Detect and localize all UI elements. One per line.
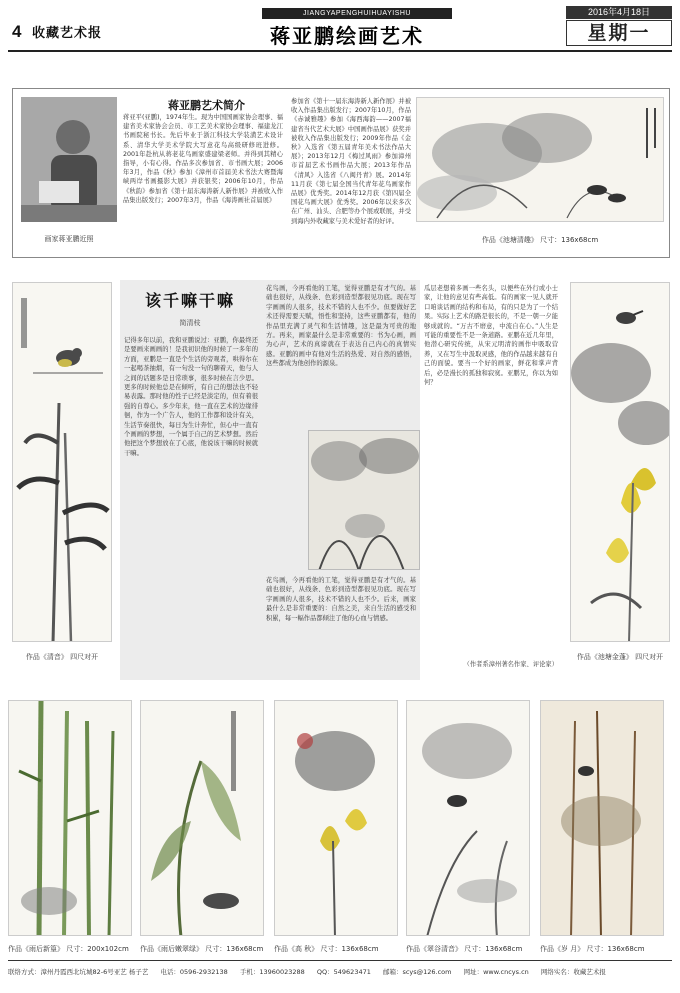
qingyin-caption: 作品《清音》 四尺对开 xyxy=(25,653,99,661)
article-column-3: 花鸟画，今再看他的工笔，觉得亚鹏是有才气的。基础也很好，从线条、色彩到造型都很见功底。现在写字画画的人很多，技术不错的人也不少。后来，画家最什么是非常重要的：自然之美，来自生活的感受和积累，每一幅作品都倾注了他的心血与情感。 xyxy=(266,577,416,622)
pond-painting-caption: 作品《池塘清趣》 尺寸：136x68cm xyxy=(481,236,599,244)
footer-phone: 电话：0596-2932138 xyxy=(160,968,228,976)
bamboo-illustration xyxy=(9,701,132,936)
after-rain-caption: 作品《雨后嫩翠绿》 尺寸：136x68cm xyxy=(140,945,264,953)
footer-email[interactable]: 邮箱：scys@126.com xyxy=(382,968,452,976)
withered-lotus-illustration xyxy=(541,701,664,936)
painting-after-rain xyxy=(140,700,264,936)
review-article xyxy=(120,280,560,680)
lotus-field-illustration xyxy=(309,431,420,570)
article-column-2: 花鸟画，今再看他的工笔，觉得亚鹏是有才气的。基础也很好，从线条、色彩到造型都很见功底。现在写字画画的人很多，技术不错的人也不少。但要做好艺术还得需要天赋，悟性和坚持，这些亚鹏都有，他的作品里充满了灵气和生活情趣，这是最为可贵的地方。再来，画家最什么是非常重要的：书为心画，画为心声，艺术的真谛就在于表达自己内心的真情实感。亚鹏的画中有他对生活的热爱、对自然的感悟，这些都成为他创作的源泉。 xyxy=(266,285,416,368)
painting-qingyin xyxy=(12,282,112,642)
lotus-kingfisher-illustration xyxy=(571,283,670,642)
article-author: 简清枝 xyxy=(179,319,201,327)
pond-painting-illustration xyxy=(417,98,664,222)
painting-pond-lotus xyxy=(570,282,670,642)
autumn-flower-illustration xyxy=(275,701,398,936)
bamboo-new-caption: 作品《雨后新篁》 尺寸：200x102cm xyxy=(8,945,129,953)
painting-high-autumn xyxy=(274,700,398,936)
painting-pond xyxy=(416,97,664,222)
footer-mobile: 手机：13960023288 xyxy=(239,968,305,976)
artist-intro-box xyxy=(12,88,670,258)
years-caption: 作品《岁 月》 尺寸：136x68cm xyxy=(540,945,645,953)
bamboo-bird-illustration xyxy=(13,283,112,642)
footer-address: 联络方式：漳州丹霞西北坑城82-6号亚艺 杨子艺 xyxy=(8,968,149,976)
painting-years xyxy=(540,700,664,936)
article-column-1: 记得多年以前，我和亚鹏说过：亚鹏，你最终还是要画来画画的！是我初识他的时候了一多年的方面，亚鹏是一直是个生活的旁观者，哄得尔在一起喝茶抽烟，有一句没一句的聊着天，他与人之间的话题多是日常琐事，很多时候在言少思。更多的时候他总是在倾听，有自己的想法也不轻易表露。那时他的性子已经是淡定的，但有着很强的自尊心。多少年来，他一直在艺术的边缘徘徊，作为一个广告人，他的工作都和设计有关，生活节奏很快，每日为生计奔忙，但心中一直有个画画的梦想，一个属于自己的艺术梦想。然后他把这个梦想放在了心底，他说该干嘛的时候就干嘛。 xyxy=(124,337,258,457)
header-divider xyxy=(8,50,672,52)
valley-bird-illustration xyxy=(407,701,530,936)
article-painting xyxy=(308,430,420,570)
bio-text-column-2: 参加省《第十一届东海涛新人新作展》并被收入作品集出版发行；2007年10月，作品《赤诚雅趣》参加《海西海韵——2007福建省当代艺术大展》中国画作品展》获奖并被收入作品集出版发行；2009年作品《金秋》入选省《第五届青年美术书法作品大展》；2013年12月《梅过风雨》参加漳州市首届艺术书画作品大展；2013年作品《清风》入选省《八闽丹青》展。2014年11月获《第七届全国当代青年花鸟画家作品展》优秀奖。2014年12月获《第四届全国花鸟画大展》优秀奖。2006年以来多次在广州、汕头、合肥等办个展或联展，并受到海内外收藏家与美术爱好者的好评。 xyxy=(291,98,411,225)
artist-photo xyxy=(21,97,117,222)
page-number: 4 xyxy=(12,22,22,41)
article-column-4: 瓜层老想着多画一些名头，以便些在外行或小士家，让他的意见有些高低。有的画家一见人就开口咱谈话画的结构和布局，有的只是为了一个结果。实际上艺术的路是很长的，不是一朝一夕能够成就的。“万古不磨意，中流自在心。”人生是可能的重要性不是一条道路。亚鹏在近几年里，他潜心研究传统，从宋元明清的画作中吸取营养，又在写生中汲取灵感，他的作品越来越有自己的面貌。要当一个好的画家，鲜花和掌声背后，必是漫长的孤独和寂寞。亚鹏兄，你以为如何？ xyxy=(424,285,558,387)
intro-title: 蒋亚鹏艺术简介 xyxy=(168,99,245,112)
footer-website[interactable]: 网址：www.cncys.cn xyxy=(463,968,529,976)
issue-date: 2016年4月18日 xyxy=(566,6,672,19)
page-title: 蒋亚鹏绘画艺术 xyxy=(270,24,424,48)
artist-photo-caption: 画家蒋亚鹏近照 xyxy=(44,235,94,243)
newspaper-name: 收藏艺术报 xyxy=(32,26,103,41)
banana-leaf-illustration xyxy=(141,701,264,936)
header-pinyin: JIANGYAPENGHUIHUAYISHU xyxy=(262,8,452,19)
article-signature: （作者系漳州著名作家、评论家） xyxy=(463,661,558,668)
footer-site-name: 网络实名：收藏艺术报 xyxy=(540,968,606,976)
high-autumn-caption: 作品《高 秋》 尺寸：136x68cm xyxy=(274,945,379,953)
contact-footer xyxy=(8,960,672,982)
painting-green-valley xyxy=(406,700,530,936)
portrait-illustration xyxy=(21,97,117,222)
article-title: 该千嘛干嘛 xyxy=(144,291,235,310)
pond-lotus-caption: 作品《池塘金蓬》 四尺对开 xyxy=(576,653,664,661)
issue-weekday: 星期一 xyxy=(566,20,672,46)
painting-bamboo-new xyxy=(8,700,132,936)
footer-qq: QQ：549623471 xyxy=(316,968,371,976)
page-header xyxy=(0,0,680,58)
bio-text-column-1: 蒋亚平(亚鹏)，1974年生。现为中国国画家协会理事、福建省美术家协会会员、市工艺美术家协会理事、福建龙江书画院秘书长。先后毕业于浙江科技大学装潢艺术设计系、清华大学美术学院大写意花鸟高级研修班进修。2001年赴杭从蒋老花鸟画家盛建梁老师。并得到其精心指导，小有心得。作品多次参加省、市书画大展；2006年3月，作品《秋》参加《漳州市首届美术书法大赛暨海峡两岸书画摄影大展》并获银奖；2006年10月，作品《秋韵》参加省《第十届东海涛新人新作展》并被收入作品集出版发行；2007年3月，作品《海涛画社首届展》 xyxy=(123,114,283,204)
green-valley-caption: 作品《翠谷清音》 尺寸：136x68cm xyxy=(406,945,523,953)
